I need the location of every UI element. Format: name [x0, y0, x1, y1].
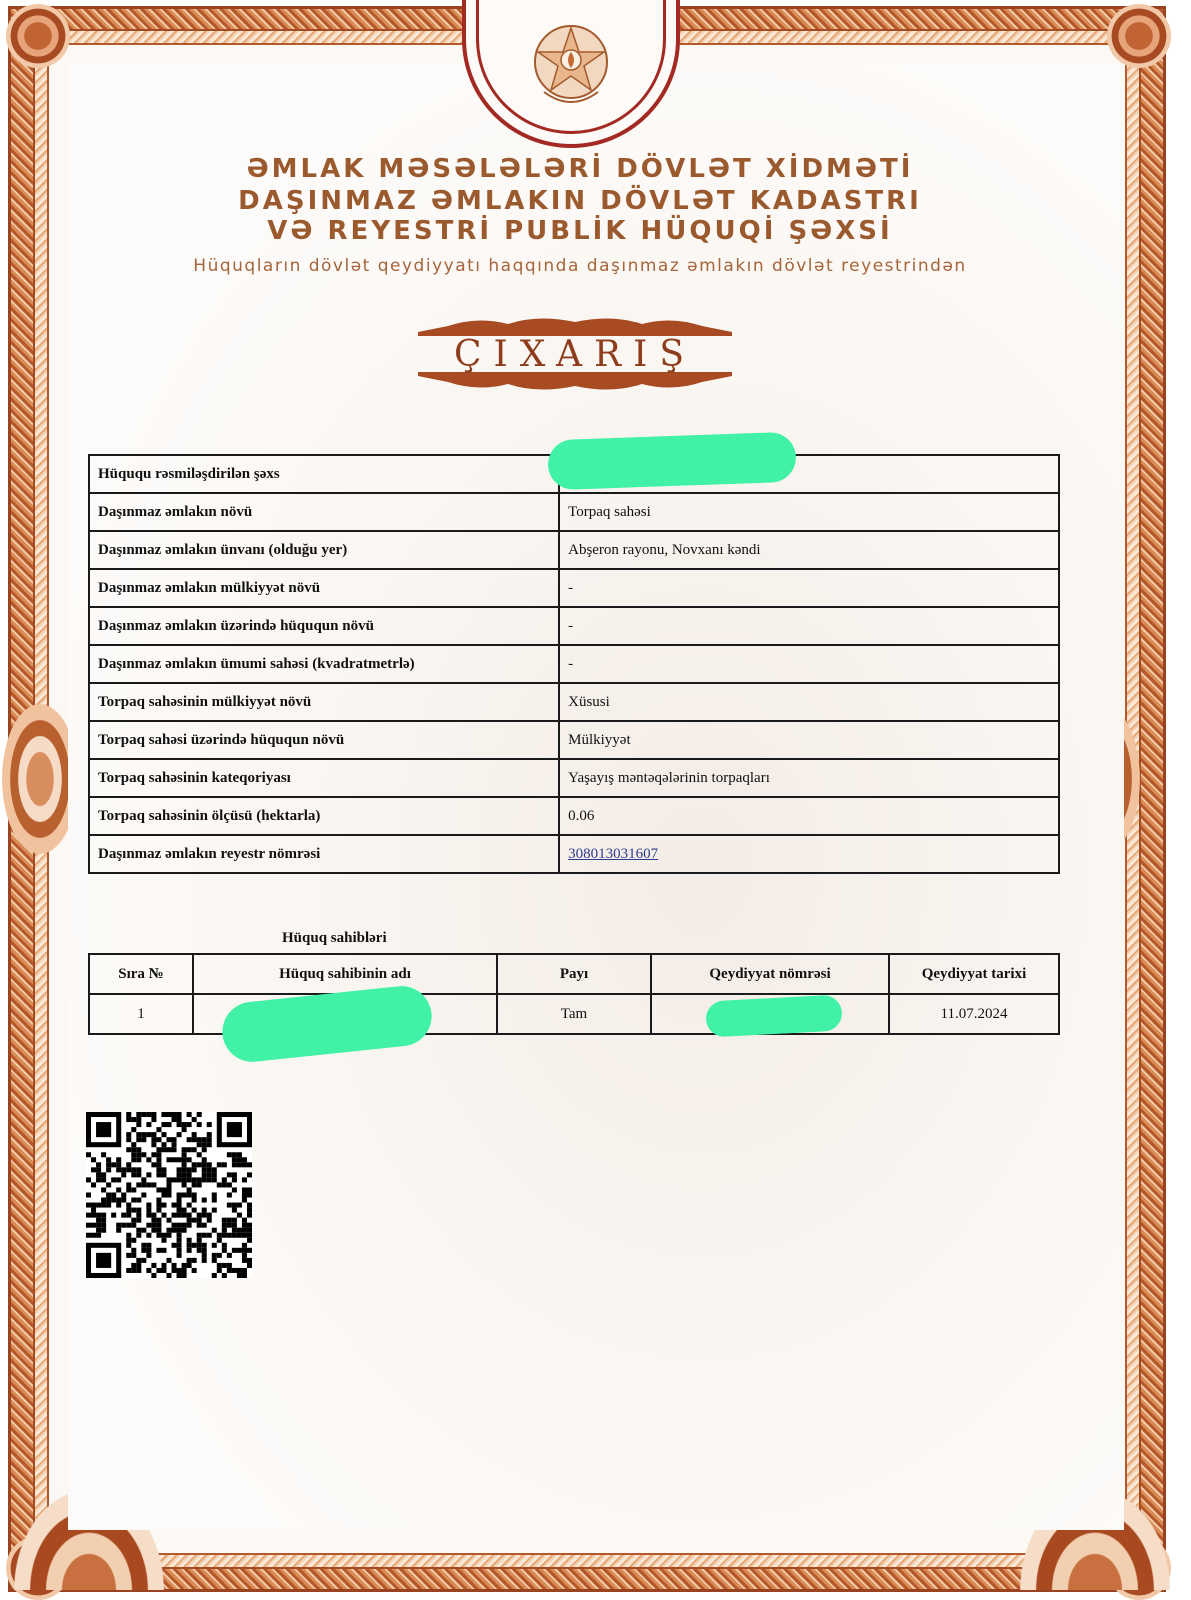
- organization-line-2: DAŞINMAZ ƏMLAKIN DÖVLƏT KADASTRI: [238, 186, 922, 216]
- table-row: [89, 721, 1059, 759]
- row-value: Mülkiyyət: [559, 721, 1059, 759]
- redaction-mark: [705, 994, 843, 1037]
- row-value: -: [559, 645, 1059, 683]
- table-row: [89, 797, 1059, 835]
- column-header: Hüquq sahibinin adı: [193, 954, 497, 994]
- document-title: ÇIXARIŞ: [453, 334, 697, 375]
- row-label: Torpaq sahəsinin ölçüsü (hektarla): [89, 797, 559, 835]
- qr-code[interactable]: [86, 1112, 252, 1278]
- owners-section-title: Hüquq sahibləri: [282, 930, 387, 946]
- row-value: Abşeron rayonu, Novxanı kəndi: [559, 531, 1059, 569]
- registry-number-link[interactable]: 308013031607: [568, 845, 659, 862]
- table-row: [89, 759, 1059, 797]
- property-details-table: [88, 454, 1060, 874]
- row-label: Daşınmaz əmlakın növü: [89, 493, 559, 531]
- table-row: [89, 569, 1059, 607]
- column-header: Qeydiyyat nömrəsi: [651, 954, 889, 994]
- side-rosette: [2, 704, 78, 854]
- table-row: [89, 531, 1059, 569]
- redaction-mark: [547, 432, 797, 491]
- row-value: [559, 835, 1059, 873]
- column-header: Sıra №: [89, 954, 193, 994]
- row-value: 0.06: [559, 797, 1059, 835]
- table-row: [89, 835, 1059, 873]
- table-row: [89, 493, 1059, 531]
- row-label: Hüququ rəsmiləşdirilən şəxs: [89, 455, 559, 493]
- row-label: Daşınmaz əmlakın ünvanı (olduğu yer): [89, 531, 559, 569]
- row-label: Daşınmaz əmlakın reyestr nömrəsi: [89, 835, 559, 873]
- owner-registration-date: 11.07.2024: [889, 994, 1059, 1034]
- row-label: Daşınmaz əmlakın ümumi sahəsi (kvadratmetrlə): [89, 645, 559, 683]
- state-emblem-icon: [528, 14, 614, 114]
- row-label: Daşınmaz əmlakın üzərində hüququn növü: [89, 607, 559, 645]
- column-header: Qeydiyyat tarixi: [889, 954, 1059, 994]
- table-row: [89, 683, 1059, 721]
- row-label: Torpaq sahəsinin mülkiyyət növü: [89, 683, 559, 721]
- title-banner: [418, 314, 732, 394]
- organization-line-1: ƏMLAK MƏSƏLƏLƏRİ DÖVLƏT XİDMƏTİ: [246, 154, 914, 184]
- owner-index: 1: [89, 994, 193, 1034]
- column-header: Payı: [497, 954, 651, 994]
- table-row: [89, 645, 1059, 683]
- organization-line-3: VƏ REYESTRİ PUBLİK HÜQUQİ ŞƏXSİ: [267, 216, 893, 246]
- row-value: Yaşayış məntəqələrinin torpaqları: [559, 759, 1059, 797]
- owner-share: Tam: [497, 994, 651, 1034]
- row-value: -: [559, 607, 1059, 645]
- row-label: Torpaq sahəsinin kateqoriyası: [89, 759, 559, 797]
- corner-ornament: [6, 4, 70, 68]
- row-label: Daşınmaz əmlakın mülkiyyət növü: [89, 569, 559, 607]
- row-value: Xüsusi: [559, 683, 1059, 721]
- table-row: [89, 607, 1059, 645]
- row-value: Torpaq sahəsi: [559, 493, 1059, 531]
- row-label: Torpaq sahəsi üzərində hüququn növü: [89, 721, 559, 759]
- document-subtitle: Hüquqların dövlət qeydiyyatı haqqında daşınmaz əmlakın dövlət reyestrindən: [193, 256, 967, 276]
- row-value: -: [559, 569, 1059, 607]
- corner-ornament: [1107, 4, 1171, 68]
